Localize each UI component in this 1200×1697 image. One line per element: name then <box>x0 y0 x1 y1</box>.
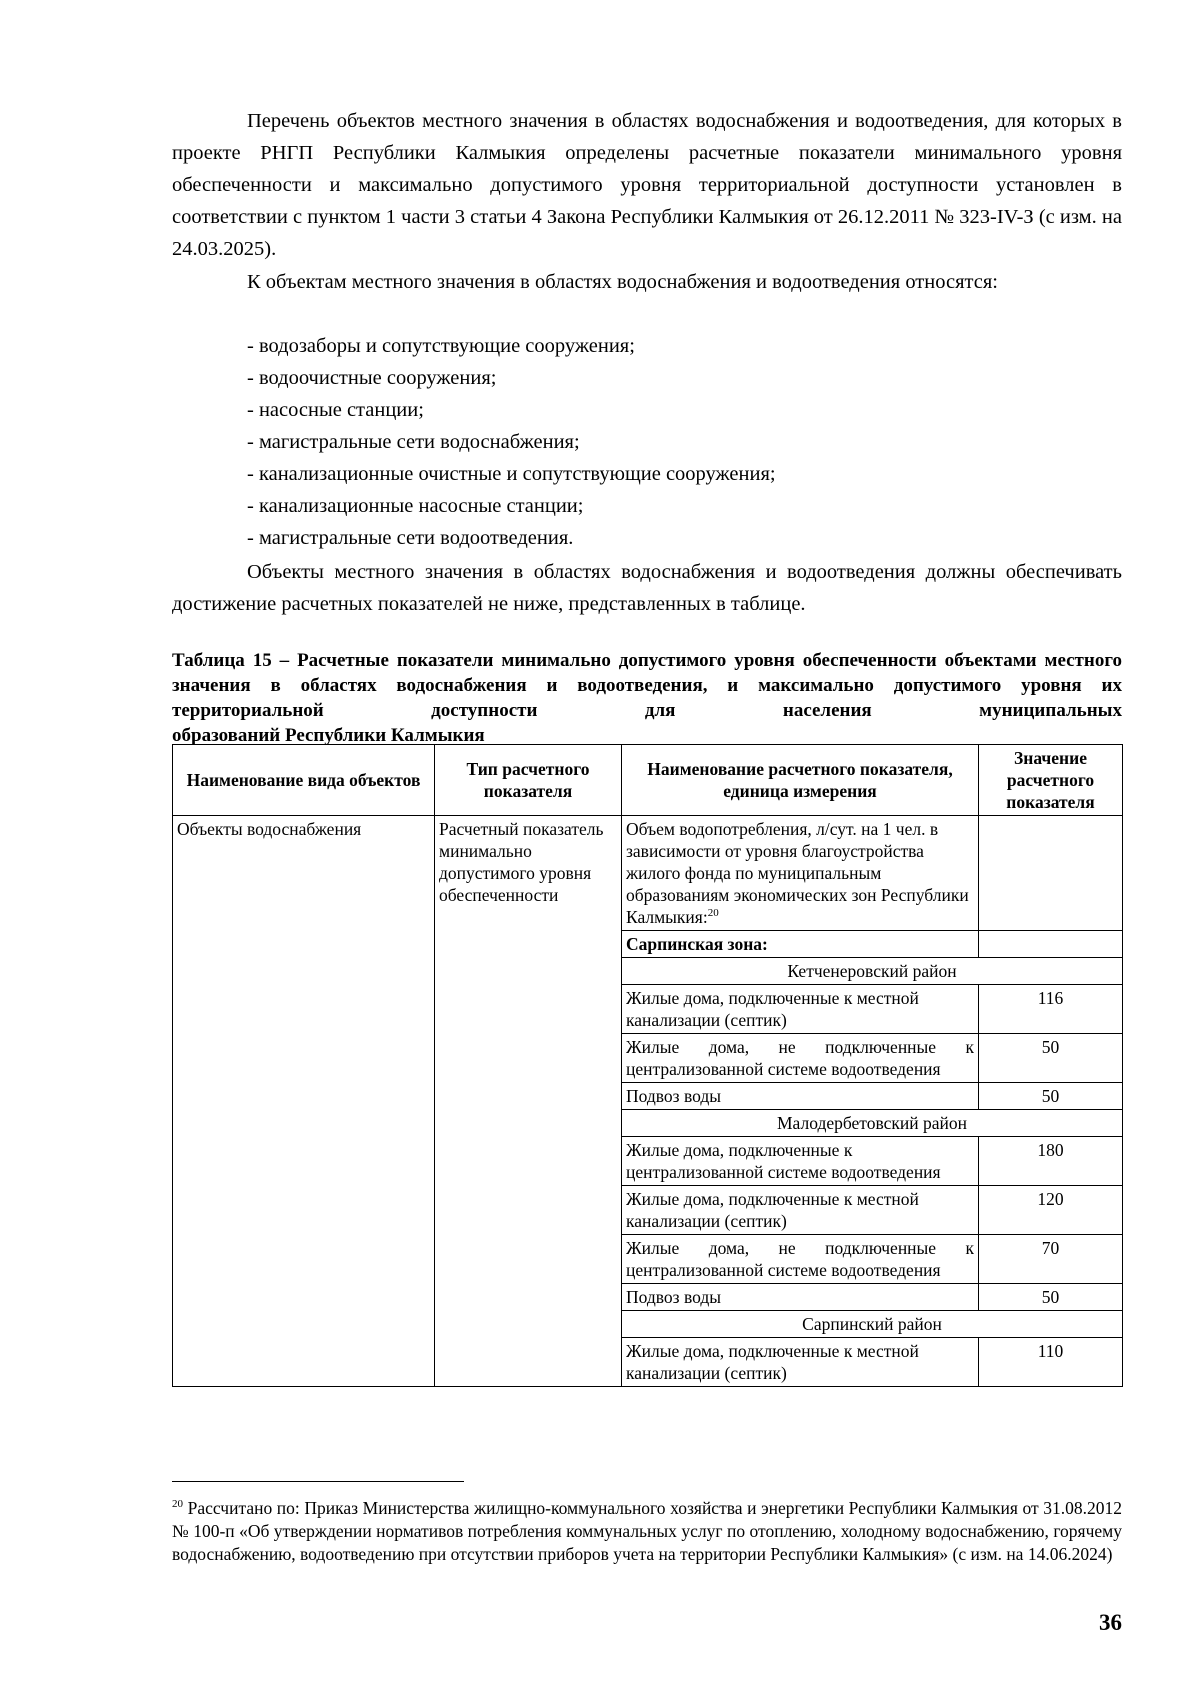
paragraph-requirement: Объекты местного значения в областях водоснабжения и водоотведения должны обеспечивать достижение расчетных показателей не ниже, представленных в таблице. <box>172 561 1122 615</box>
footnote-reference: 20 <box>707 907 719 920</box>
table-caption <box>172 648 1122 748</box>
cell-row-value: 120 <box>979 1186 1123 1235</box>
footnote-number: 20 <box>172 1498 183 1511</box>
cell-row-name: Жилые дома, подключенные к местной канализации (септик) <box>622 1338 979 1387</box>
cell-row-value: 180 <box>979 1137 1123 1186</box>
cell-object-type: Объекты водоснабжения <box>173 816 435 1387</box>
cell-indicator-type: Расчетный показатель минимально допустимого уровня обеспеченности <box>435 816 622 1387</box>
cell-zone: Сарпинская зона: <box>622 931 979 958</box>
cell-value-empty <box>979 816 1123 931</box>
cell-row-name: Жилые дома, подключенные к местной канализации (септик) <box>622 1186 979 1235</box>
cell-row-value: 70 <box>979 1235 1123 1284</box>
cell-row-name: Жилые дома, подключенные к централизованной системе водоотведения <box>622 1137 979 1186</box>
cell-row-value: 116 <box>979 985 1123 1034</box>
cell-row-value: 50 <box>979 1034 1123 1083</box>
list-item: - магистральные сети водоснабжения; <box>247 431 580 453</box>
list-item: - водоочистные сооружения; <box>247 367 497 389</box>
table-caption-text: Таблица 15 – Расчетные показатели минимально допустимого уровня обеспеченности объектами местного значения в областях водоснабжения и водоотведения, и максимально допустимого уровня их территориальной доступности для населения муниципальных <box>172 650 1122 721</box>
cell-district: Кетченеровский район <box>622 958 1123 985</box>
table-header-row <box>173 745 1123 816</box>
list-item: - канализационные насосные станции; <box>247 495 584 517</box>
footnote <box>172 1497 1122 1566</box>
cell-indicator-intro <box>622 816 979 931</box>
cell-row-value: 50 <box>979 1083 1123 1110</box>
footnote-text: Рассчитано по: Приказ Министерства жилищно-коммунального хозяйства и энергетики Республики Калмыкия от 31.08.2012 № 100-п «Об утверждении нормативов потребления коммунальных услуг по отоплению, холодному водоснабжению, горячему водоснабжению, водоотведению при отсутствии приборов учета на территории Республики Калмыкия» (с изм. на 14.06.2024) <box>172 1498 1123 1564</box>
table-caption-last-line: образований Республики Калмыкия <box>172 725 485 746</box>
indicator-intro-text: Объем водопотребления, л/сут. на 1 чел. в зависимости от уровня благоустройства жилого фонда по муниципальным образованиям экономических зон Республики Калмыкия: <box>626 819 969 927</box>
paragraph-intro: Перечень объектов местного значения в областях водоснабжения и водоотведения, для которых в проекте РНГП Республики Калмыкия определены расчетные показатели минимального уровня обеспеченности и максимально допустимого уровня территориальной доступности установлен в соответствии с пунктом 1 части 3 статьи 4 Закона Республики Калмыкия от 26.12.2011 № 323-IV-З (с изм. на 24.03.2025). <box>172 110 1122 260</box>
cell-row-value: 50 <box>979 1284 1123 1311</box>
cell-row-value: 110 <box>979 1338 1123 1387</box>
list-item: - водозаборы и сопутствующие сооружения; <box>247 335 635 357</box>
cell-value-empty <box>979 931 1123 958</box>
list-item: - магистральные сети водоотведения. <box>247 527 574 549</box>
list-item: - насосные станции; <box>247 399 424 421</box>
cell-row-name: Жилые дома, не подключенные к централизованной системе водоотведения <box>622 1034 979 1083</box>
footnote-separator <box>172 1481 464 1482</box>
header-object-kind: Наименование вида объектов <box>173 745 435 816</box>
header-indicator-type: Тип расчетного показателя <box>435 745 622 816</box>
cell-district: Сарпинский район <box>622 1311 1123 1338</box>
cell-district: Малодербетовский район <box>622 1110 1123 1137</box>
cell-row-name: Жилые дома, подключенные к местной канализации (септик) <box>622 985 979 1034</box>
header-indicator-value: Значение расчетного показателя <box>979 745 1123 816</box>
page-number: 36 <box>1099 1610 1122 1635</box>
objects-list <box>247 330 1117 554</box>
paragraph-objects-list-intro: К объектам местного значения в областях водоснабжения и водоотведения относятся: <box>247 271 998 293</box>
header-indicator-name: Наименование расчетного показателя, единица измерения <box>622 745 979 816</box>
cell-row-name: Подвоз воды <box>622 1284 979 1311</box>
table-row <box>173 816 1123 931</box>
indicators-table <box>172 744 1123 1387</box>
cell-row-name: Жилые дома, не подключенные к централизованной системе водоотведения <box>622 1235 979 1284</box>
cell-row-name: Подвоз воды <box>622 1083 979 1110</box>
list-item: - канализационные очистные и сопутствующие сооружения; <box>247 463 776 485</box>
